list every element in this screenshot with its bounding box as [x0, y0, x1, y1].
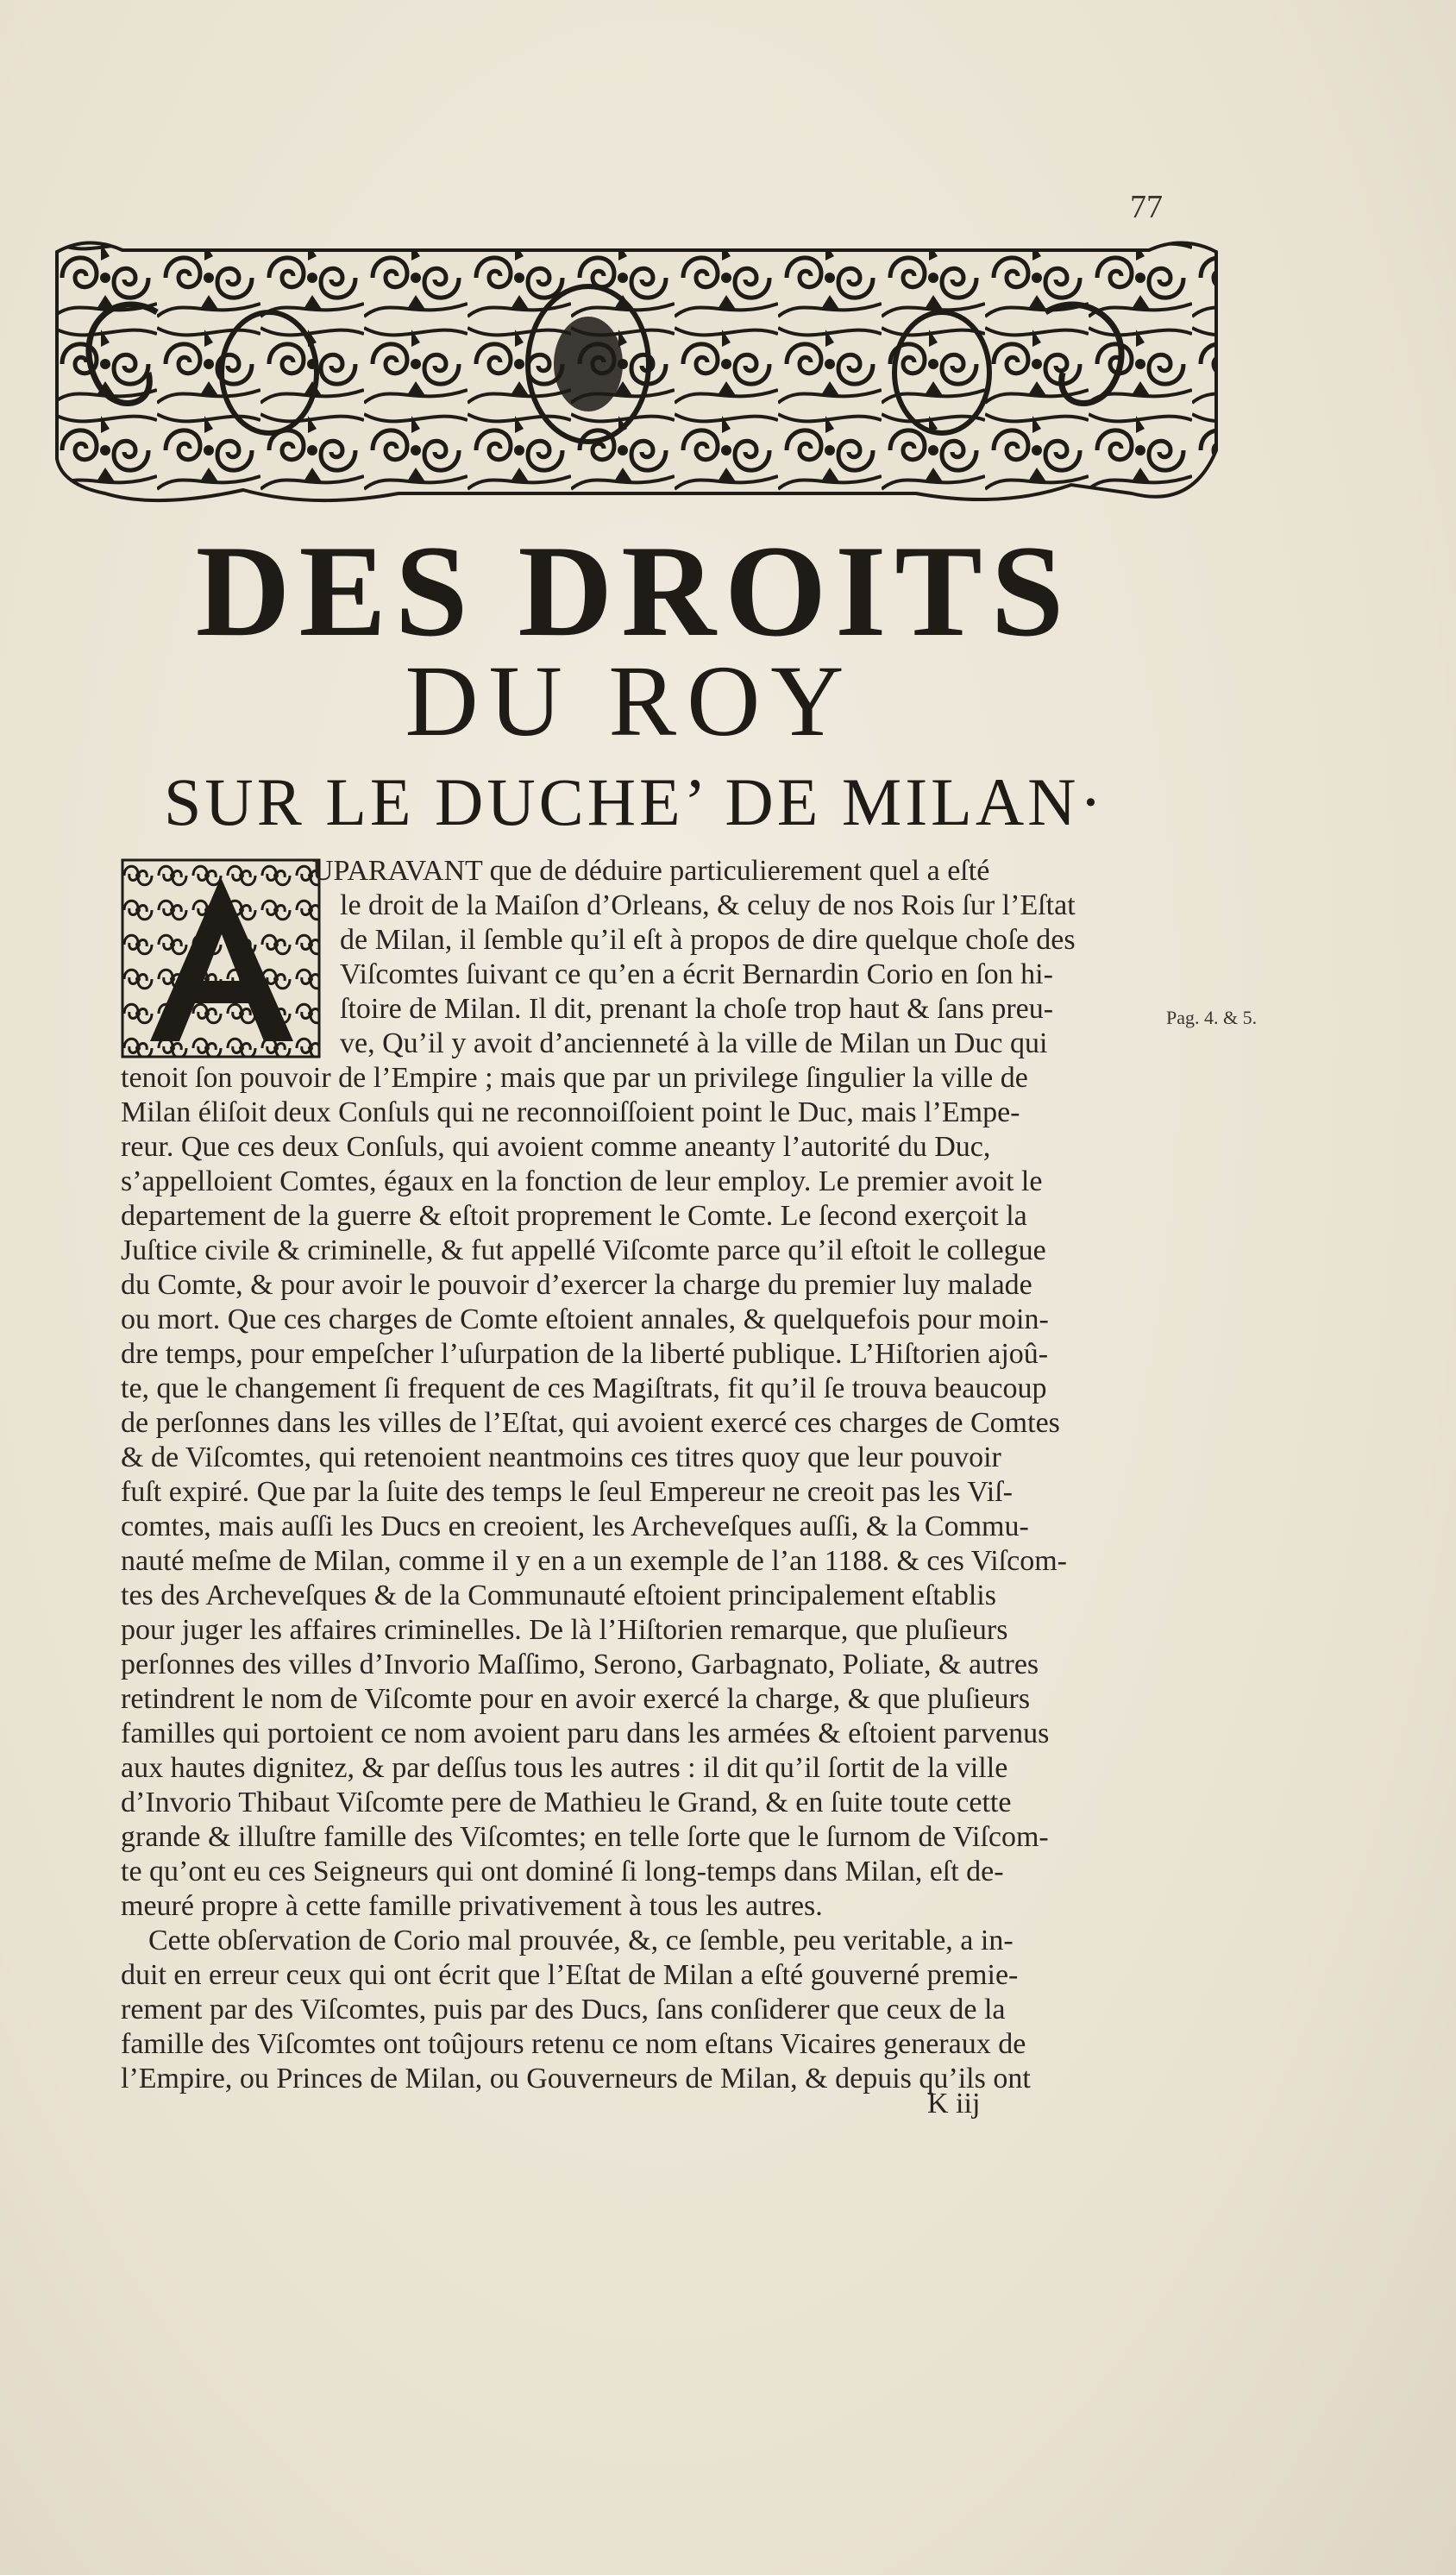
text-line: duit en erreur ceux qui ont écrit que l’Eſtat de Milan a eſté gouverné premie-	[121, 1959, 1019, 1991]
text-line: comtes, mais auſſi les Ducs en creoient, les Archeveſques auſſi, & la Commu-	[121, 1510, 1029, 1542]
text-line: rement par des Viſcomtes, puis par des Ducs, ſans conſiderer que ceux de la	[121, 1994, 1006, 2025]
title-line-1: DES DROITS	[195, 518, 1073, 663]
text-line: UPARAVANT que de déduire particulierement quel a eſté	[312, 855, 990, 887]
title-line-2: DU ROY	[405, 644, 855, 757]
text-line: l’Empire, ou Princes de Milan, ou Gouverneurs de Milan, & depuis qu’ils ont	[121, 2063, 1031, 2095]
text-line: s’appelloient Comtes, égaux en la fonction de leur employ. Le premier avoit le	[121, 1165, 1043, 1197]
text-line: pour juger les affaires criminelles. De là l’Hiſtorien remarque, que pluſieurs	[121, 1614, 1008, 1646]
page-number: 77	[1130, 189, 1163, 225]
text-line: Cette obſervation de Corio mal prouvée, &, ce ſemble, peu veritable, a in-	[148, 1925, 1014, 1956]
text-line: famille des Viſcomtes ont toûjours retenu ce nom eſtans Vicaires generaux de	[121, 2028, 1026, 2060]
text-line: ou mort. Que ces charges de Comte eſtoient annales, & quelquefois pour moin-	[121, 1303, 1049, 1335]
text-line: le droit de la Maiſon d’Orleans, & celuy de nos Rois ſur l’Eſtat	[340, 889, 1076, 921]
title-line-3: SUR LE DUCHE’ DE MILAN·	[164, 764, 1106, 839]
text-line: Viſcomtes ſuivant ce qu’en a écrit Bernardin Corio en ſon hi-	[340, 958, 1053, 990]
text-line: meuré propre à cette famille privativement à tous les autres.	[121, 1890, 823, 1922]
text-line: d’Invorio Thibaut Viſcomte pere de Mathieu le Grand, & en ſuite toute cette	[121, 1787, 1012, 1818]
text-line: tes des Archeveſques & de la Communauté eſtoient principalement eſtablis	[121, 1580, 996, 1611]
text-line: de perſonnes dans les villes de l’Eſtat, qui avoient exercé ces charges de Comtes	[121, 1407, 1060, 1439]
text-line: perſonnes des villes d’Invorio Maſſimo, Serono, Garbagnato, Poliate, & autres	[121, 1649, 1039, 1680]
text-line: & de Viſcomtes, qui retenoient neantmoins ces titres quoy que leur pouvoir	[121, 1441, 1001, 1473]
text-line: ſtoire de Milan. Il dit, prenant la choſe trop haut & ſans preu-	[340, 993, 1054, 1025]
signature-mark: K iij	[927, 2088, 981, 2120]
ornamental-headpiece	[53, 235, 1220, 509]
text-line: te, que le changement ſi frequent de ces Magiſtrats, fit qu’il ſe trouva beaucoup	[121, 1372, 1047, 1404]
text-line: reur. Que ces deux Conſuls, qui avoient comme aneanty l’autorité du Duc,	[121, 1131, 991, 1163]
text-line: tenoit ſon pouvoir de l’Empire ; mais que par un privilege ſingulier la ville de	[121, 1062, 1028, 1094]
text-line: fuſt expiré. Que par la ſuite des temps le ſeul Empereur ne creoit pas les Viſ-	[121, 1476, 1013, 1508]
text-line: retindrent le nom de Viſcomte pour en avoir exercé la charge, & que pluſieurs	[121, 1683, 1031, 1715]
drop-capital-a-ornament	[121, 858, 321, 1058]
text-line: Milan éliſoit deux Conſuls qui ne reconnoiſſoient point le Duc, mais l’Empe-	[121, 1096, 1020, 1128]
text-line: ve, Qu’il y avoit d’ancienneté à la ville de Milan un Duc qui	[340, 1027, 1048, 1059]
text-line: du Comte, & pour avoir le pouvoir d’exercer la charge du premier luy malade	[121, 1269, 1032, 1301]
text-line: de Milan, il ſemble qu’il eſt à propos de dire quelque choſe des	[340, 924, 1076, 956]
text-line: aux hautes dignitez, & par deſſus tous les autres : il dit qu’il ſortit de la ville	[121, 1752, 1008, 1784]
text-line: te qu’ont eu ces Seigneurs qui ont dominé ſi long-temps dans Milan, eſt de-	[121, 1856, 1004, 1887]
text-line: nauté meſme de Milan, comme il y en a un exemple de l’an 1188. & ces Viſcom-	[121, 1545, 1067, 1577]
margin-note: Pag. 4. & 5.	[1166, 1007, 1258, 1028]
text-line: Juſtice civile & criminelle, & fut appellé Viſcomte parce qu’il eſtoit le collegue	[121, 1234, 1046, 1266]
text-line: grande & illuſtre famille des Viſcomtes; en telle ſorte que le ſurnom de Viſcom-	[121, 1821, 1049, 1853]
text-line: departement de la guerre & eſtoit proprement le Comte. Le ſecond exerçoit la	[121, 1200, 1027, 1232]
text-line: dre temps, pour empeſcher l’uſurpation de la liberté publique. L’Hiſtorien ajoû-	[121, 1338, 1049, 1370]
text-line: familles qui portoient ce nom avoient paru dans les armées & eſtoient parvenus	[121, 1718, 1050, 1749]
